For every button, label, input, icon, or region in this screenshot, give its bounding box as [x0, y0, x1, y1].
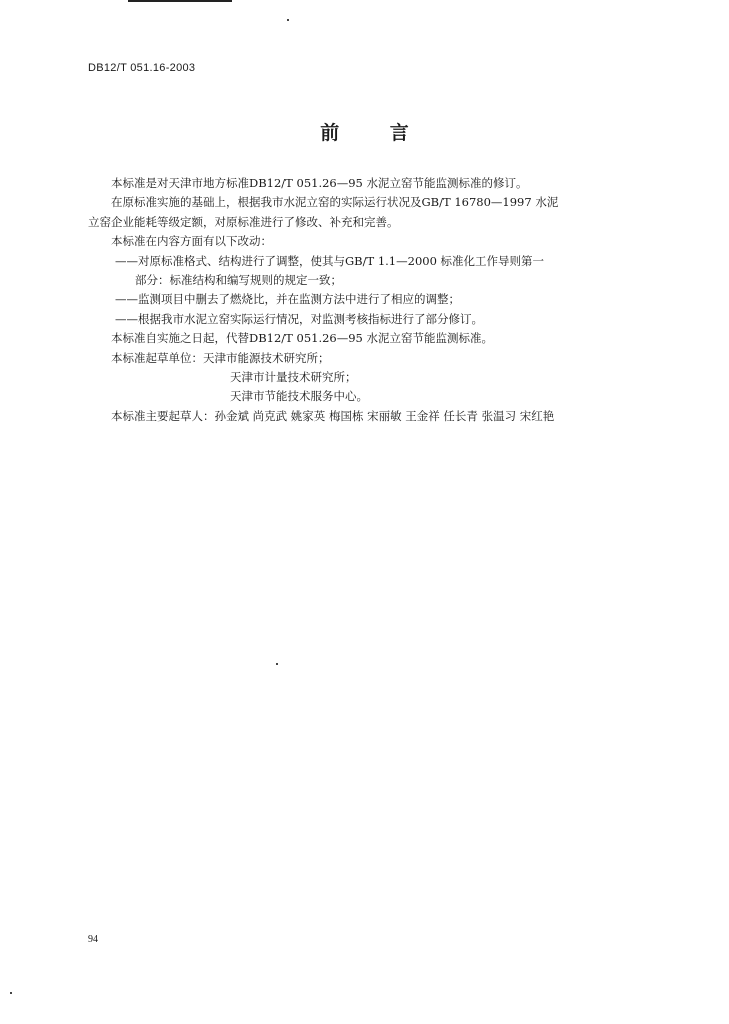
scan-speck — [276, 663, 278, 665]
change-item-1-line1: ——对原标准格式、结构进行了调整，使其与GB/T 1.1—2000 标准化工作导则第一 — [115, 253, 545, 268]
paragraph-changes-intro: 本标准在内容方面有以下改动： — [111, 234, 272, 249]
drafting-units: 本标准起草单位：天津市能源技术研究所； — [111, 350, 330, 365]
drafting-unit-3: 天津市节能技术服务中心。 — [230, 389, 368, 404]
scan-artifact-line — [128, 0, 232, 2]
paragraph-basis-line1: 在原标准实施的基础上，根据我市水泥立窑的实际运行状况及GB/T 16780—1997 水泥 — [111, 195, 559, 210]
page-number: 94 — [88, 934, 98, 945]
foreword-body — [88, 174, 664, 426]
drafting-unit-2: 天津市计量技术研究所； — [230, 370, 357, 385]
paragraph-basis-line2: 立窑企业能耗等级定额，对原标准进行了修改、补充和完善。 — [88, 214, 399, 229]
change-item-1-line2: 部分：标准结构和编写规则的规定一致； — [135, 273, 342, 288]
paragraph-replacement: 本标准自实施之日起，代替DB12/T 051.26—95 水泥立窑节能监测标准。 — [111, 331, 494, 346]
change-item-3: ——根据我市水泥立窑实际运行情况，对监测考核指标进行了部分修订。 — [115, 311, 483, 326]
document-number: DB12/T 051.16-2003 — [88, 62, 196, 74]
drafters-list: 本标准主要起草人：孙金斌 尚克武 姚家英 梅国栋 宋丽敏 王金祥 任长青 张温习 宋红艳 — [111, 408, 555, 423]
change-item-2: ——监测项目中删去了燃烧比，并在监测方法中进行了相应的调整； — [115, 292, 460, 307]
page-title: 前 言 — [320, 122, 431, 144]
paragraph-revision: 本标准是对天津市地方标准DB12/T 051.26—95 水泥立窑节能监测标准的修订。 — [111, 176, 528, 190]
scan-speck — [10, 992, 12, 994]
scan-speck — [287, 19, 289, 21]
